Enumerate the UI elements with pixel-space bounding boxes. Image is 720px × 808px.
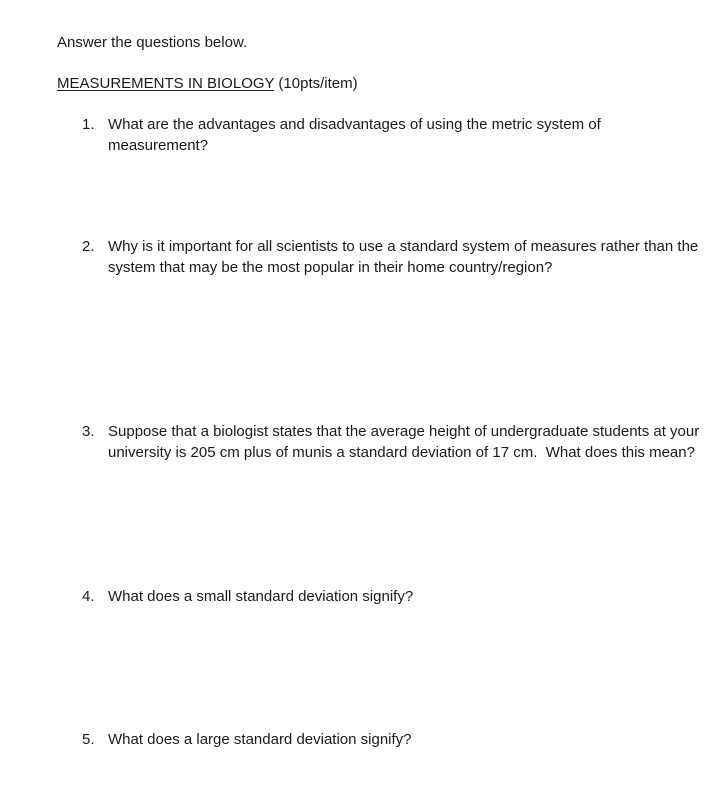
section-title: MEASUREMENTS IN BIOLOGY	[57, 75, 275, 92]
question-1	[82, 114, 702, 156]
question-text: Suppose that a biologist states that the average height of undergraduate students at your university is 205 cm plus of munis a standard deviation of 17 cm. What does this mean?	[108, 423, 704, 461]
question-number: 4.	[82, 588, 95, 605]
section-header	[57, 73, 358, 94]
question-text: What does a large standard deviation signify?	[108, 731, 412, 748]
question-2	[82, 236, 702, 278]
instructions-text: Answer the questions below.	[57, 34, 248, 51]
question-number: 5.	[82, 731, 95, 748]
question-number: 2.	[82, 238, 95, 255]
question-text: What are the advantages and disadvantages of using the metric system of measurement?	[108, 116, 601, 154]
question-4	[82, 586, 702, 607]
question-text: What does a small standard deviation signify?	[108, 588, 414, 605]
question-5	[82, 729, 702, 750]
question-number: 3.	[82, 423, 95, 440]
question-3	[82, 421, 702, 463]
section-points: (10pts/item)	[274, 75, 358, 92]
question-text: Why is it important for all scientists to use a standard system of measures rather than the system that may be the most popular in their home country/region?	[108, 238, 699, 276]
question-number: 1.	[82, 116, 95, 133]
